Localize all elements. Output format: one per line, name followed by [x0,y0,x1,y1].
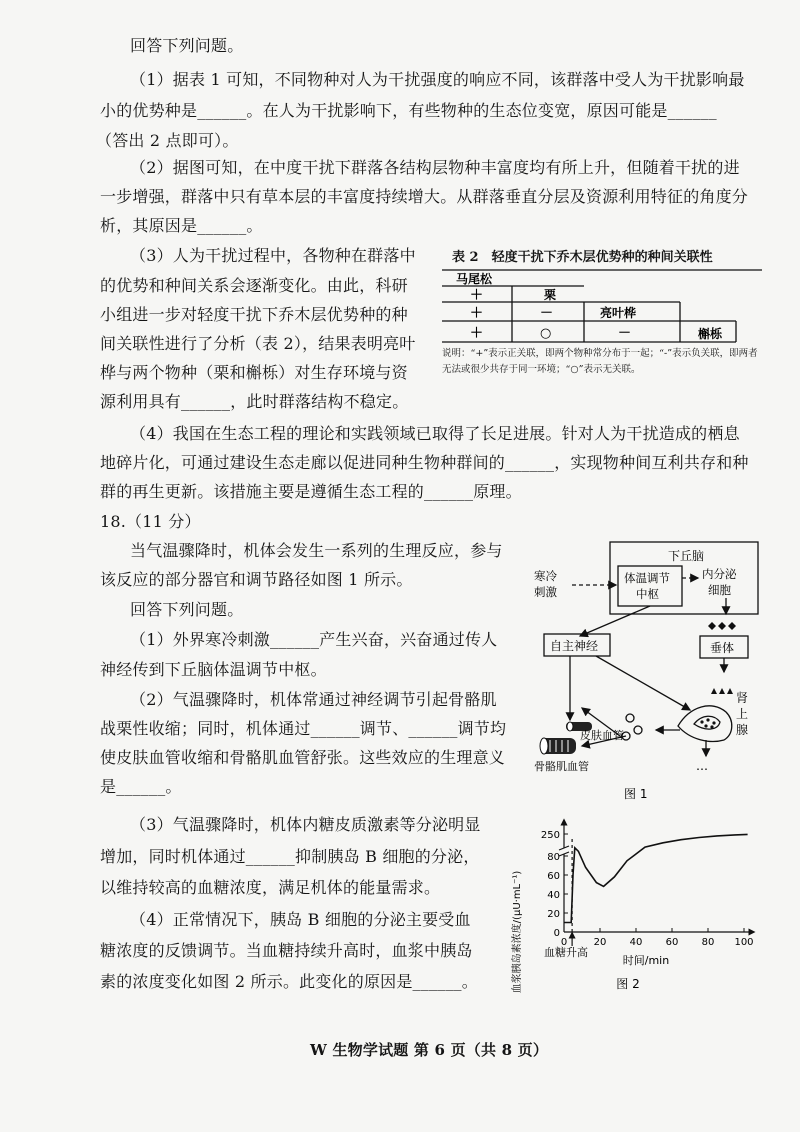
q18-p4-line2: 糖浓度的反馈调节。当血糖持续升高时，血浆中胰岛 [100,941,473,960]
q17-p3-line1: （3）人为干扰过程中，各物种在群落中 [130,246,416,265]
q17-p4-line3: 群的再生更新。该措施主要是遵循生态工程的______原理。 [100,482,522,501]
label-pituitary: 垂体 [710,641,735,655]
cell-chestnut-birch: － [540,306,554,321]
q18-p3-line2: 增加，同时机体通过______抑制胰岛 B 细胞的分泌， [100,847,480,866]
cell-birch-oak: － [618,326,632,341]
figure-2-caption: 图 2 [616,977,640,991]
x-tick-label: 60 [665,937,679,948]
label-adrenal-1: 肾 [736,691,749,705]
x-tick-label: 20 [593,937,607,948]
species-pine: 马尾松 [456,272,493,286]
q18-p2-line1: （2）气温骤降时，机体常通过神经调节引起骨骼肌 [130,690,497,709]
cell-pine-chestnut: ＋ [470,288,484,303]
q18-ask: 回答下列问题。 [130,600,244,619]
insulin-series-line [564,834,748,922]
cell-pine-birch: ＋ [470,306,484,321]
y-tick-label: 250 [540,830,560,841]
label-endocrine-2: 细胞 [708,583,731,597]
page-footer: W 生物学试题 第 6 页（共 8 页） [310,1041,549,1059]
label-hypothalamus: 下丘脑 [668,549,705,563]
y-tick-label: 80 [547,852,560,863]
adrenal-gland-shape [678,706,732,742]
label-endocrine-1: 内分泌 [702,567,737,581]
q17-p4-line2: 地碎片化，可通过建设生态走廊以促进同种生物种群间的______，实现物种间互利共存和种 [100,453,749,472]
species-oak: 槲栎 [698,327,723,341]
q17-p4-line1: （4）我国在生态工程的理论和实践领域已取得了长足进展。针对人为干扰造成的栖息 [130,424,740,443]
figure-2-ylabel: 血浆胰岛素浓度/(μU·mL⁻¹) [512,870,523,994]
species-birch: 亮叶桦 [600,306,637,320]
label-autonomic: 自主神经 [550,639,599,653]
q18-p4-line1: （4）正常情况下，胰岛 B 细胞的分泌主要受血 [130,910,471,929]
label-cold-2: 刺激 [534,585,557,599]
label-muscle-vessel: 骨骼肌血管 [534,760,589,773]
muscle-vessel-icon [540,738,576,754]
x-tick-label: 0 [560,937,568,948]
q18-p2-line4: 是______。 [100,777,182,796]
figure-2-arrow-label: 血糖升高 [544,946,588,959]
q17-p3-line2: 的优势和种间关系会逐渐变化。由此，科研 [100,276,408,295]
y-tick-label: 20 [547,909,560,920]
label-adrenal-3: 腺 [736,723,749,737]
figure-1-caption: 图 1 [624,787,648,801]
q17-p3-line6: 源利用具有______，此时群落结构不稳定。 [100,392,409,411]
q18-p1-line2: 神经传到下丘脑体温调节中枢。 [100,660,327,679]
y-tick-label: 0 [553,928,560,939]
x-tick-label: 40 [629,937,643,948]
species-chestnut: 栗 [544,288,557,302]
q17-p2-line3: 析，其原因是______。 [100,216,263,235]
label-ellipsis: … [696,759,708,773]
q17-p1-line2: 小的优势种是______。在人为干扰影响下，有些物种的生态位变宽，原因可能是______ [100,101,717,120]
q18-p3-line3: 以维持较高的血糖浓度，满足机体的能量需求。 [100,878,441,897]
y-tick-label: 60 [547,871,560,882]
q17-p2-line1: （2）据图可知，在中度干扰下群落各结构层物种丰富度均有所上升，但随着干扰的进 [130,158,740,177]
table-2-caption: 表 2 轻度干扰下乔木层优势种的种间关联性 [452,250,713,265]
q17-p3-line4: 间关联性进行了分析（表 2），结果表明亮叶 [100,334,416,353]
label-center-1: 体温调节 [624,571,670,585]
q17-p1-line1: （1）据表 1 可知，不同物种对人为干扰强度的响应不同，该群落中受人为干扰影响最 [130,70,745,89]
label-center-2: 中枢 [636,587,659,601]
figure-1-diagram [530,540,770,805]
label-skin-vessel: 皮肤血管 [580,729,624,742]
q17-p2-line2: 一步增强，群落中只有草本层的丰富度持续增大。从群落垂直分层及资源利用特征的角度分 [100,187,749,206]
figure-2-chart [508,812,770,1000]
q17-p3-line3: 小组进一步对轻度干扰下乔木层优势种的种 [100,305,408,324]
y-tick-label: 40 [547,890,560,901]
q18-p4-line3: 素的浓度变化如图 2 所示。此变化的原因是______。 [100,972,478,991]
q18-intro-line2: 该反应的部分器官和调节路径如图 1 所示。 [100,570,413,589]
cell-pine-oak: ＋ [470,326,484,341]
q18-header: 18.（11 分） [100,512,201,531]
x-tick-label: 100 [734,937,754,948]
q18-intro-line1: 当气温骤降时，机体会发生一系列的生理反应，参与 [130,541,503,560]
label-cold-1: 寒冷 [534,569,557,583]
table-2 [440,246,762,406]
q18-p2-line3: 使皮肤血管收缩和骨骼肌血管舒张。这些效应的生理意义 [100,748,506,767]
figure-2-xlabel: 时间/min [622,954,670,967]
q17-p3-line5: 桦与两个物种（栗和槲栎）对生存环境与资 [100,363,408,382]
q18-p1-line1: （1）外界寒冷刺激______产生兴奋，兴奋通过传人 [130,630,498,649]
table-2-note: 说明：“+”表示正关联，即两个物种常分布于一起；“-”表示负关联，即两者无法或很少共存于同一环境；“○”表示无关联。 [442,348,758,375]
q18-p2-line2: 战栗性收缩；同时，机体通过______调节、______调节均 [100,719,507,738]
q17-intro: 回答下列问题。 [130,36,244,55]
cell-chestnut-oak: ○ [540,326,552,341]
q17-p1-line3: （答出 2 点即可）。 [96,131,239,150]
label-adrenal-2: 上 [736,707,749,721]
x-tick-label: 80 [701,937,715,948]
q18-p3-line1: （3）气温骤降时，机体内糖皮质激素等分泌明显 [130,815,481,834]
